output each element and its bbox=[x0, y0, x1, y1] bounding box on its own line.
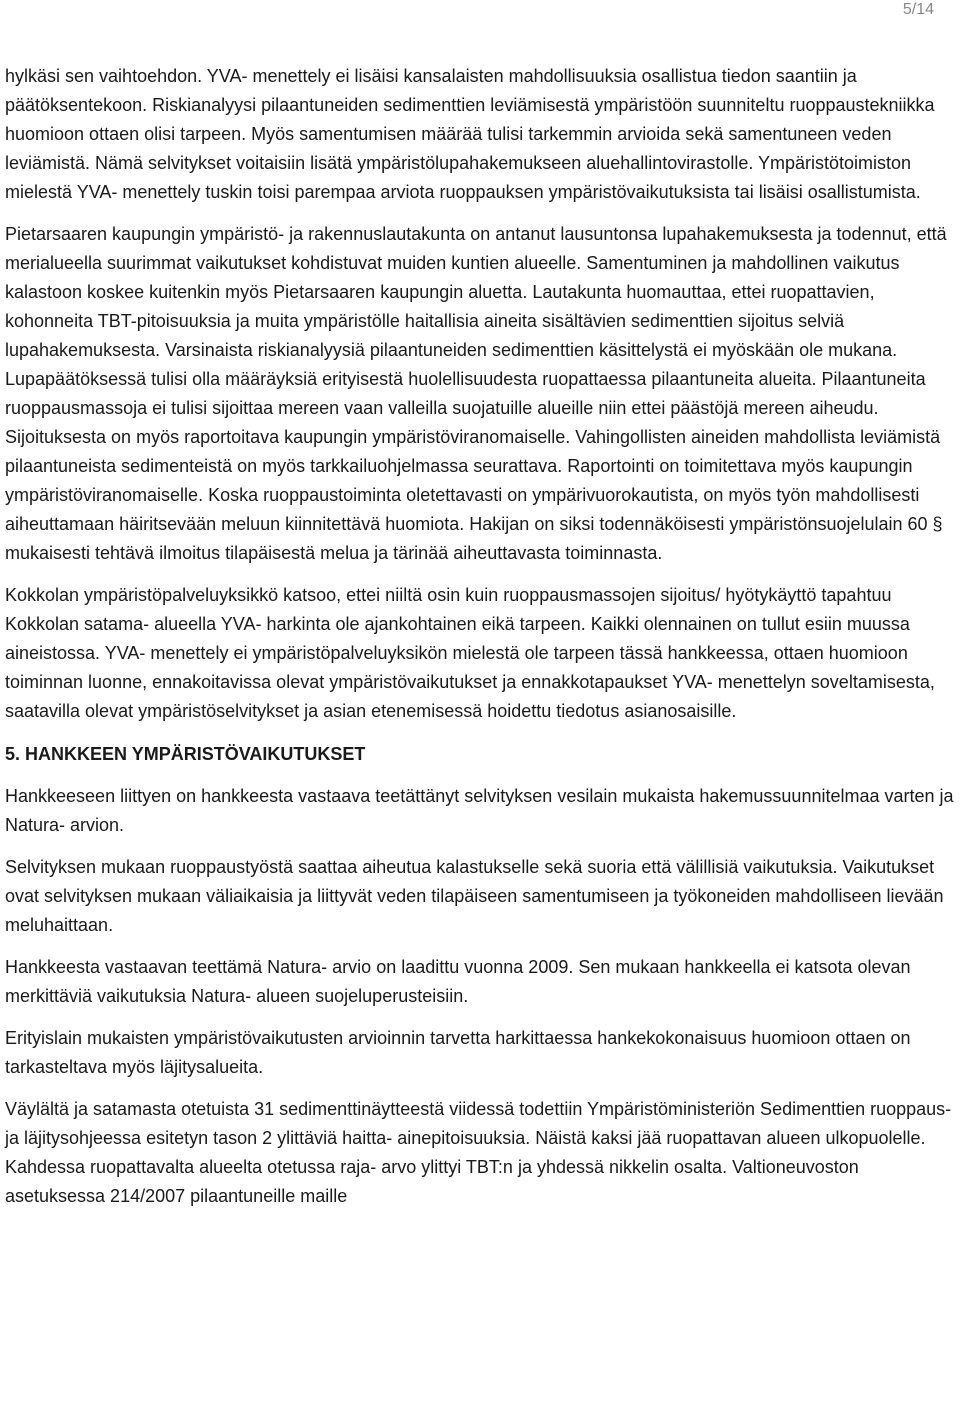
document-body bbox=[5, 62, 955, 1211]
paragraph-project-studies: Hankkeeseen liittyen on hankkeesta vastaava teetättänyt selvityksen vesilain mukaista hakemussuunnitelmaa varten ja Natura- arvion. bbox=[5, 786, 954, 835]
paragraph-natura-assessment: Hankkeesta vastaavan teettämä Natura- arvio on laadittu vuonna 2009. Sen mukaan hankkeella ei katsota olevan merkittäviä vaikutuksia Natura- alueen suojeluperusteisiin. bbox=[5, 957, 911, 1006]
paragraph-dumping-areas: Erityislain mukaisten ympäristövaikutusten arvioinnin tarvetta harkittaessa hankekokonaisuus huomioon ottaen on tarkasteltava myös läjitysalueita. bbox=[5, 1028, 911, 1077]
paragraph-yva-assessment: hylkäsi sen vaihtoehdon. YVA- menettely ei lisäisi kansalaisten mahdollisuuksia osallistua tiedon saantiin ja päätöksentekoon. Riskianalyysi pilaantuneiden sedimenttien leviämisestä ympäristöön suunniteltu ruoppaustekniikka huomioon ottaen olisi tarpeen. Myös samentumisen määrää tulisi tarkemmin arvioida sekä samentuneen veden leviämistä. Nämä selvitykset voitaisiin lisätä ympäristölupahakemukseen aluehallintovirastolle. Ympäristötoimiston mielestä YVA- menettely tuskin toisi parempaa arviota ruoppauksen ympäristövaikutuksista tai lisäisi osallistumista. bbox=[5, 66, 935, 202]
section-heading: 5. HANKKEEN YMPÄRISTÖVAIKUTUKSET bbox=[5, 744, 366, 764]
paragraph-fishery-impacts: Selvityksen mukaan ruoppaustyöstä saattaa aiheutua kalastukselle sekä suoria että välillisiä vaikutuksia. Vaikutukset ovat selvityksen mukaan väliaikaisia ja liittyvät veden tilapäiseen samentumiseen ja työkoneiden mahdolliseen lievään meluhaittaan. bbox=[5, 857, 944, 935]
paragraph-kokkola-statement: Kokkolan ympäristöpalveluyksikkö katsoo, ettei niiltä osin kuin ruoppausmassojen sijoitus/ hyötykäyttö tapahtuu Kokkolan satama- alueella YVA- harkinta ole ajankohtainen eikä tarpeen. Kaikki olennainen on tullut esiin muussa aineistossa. YVA- menettely ei ympäristöpalveluyksikön mielestä ole tarpeen tässä hankkeessa, ottaen huomioon toiminnan luonne, ennakoitavissa olevat ympäristövaikutukset ja ennakkotapaukset YVA- menettelyn soveltamisesta, saatavilla olevat ympäristöselvitykset ja asian etenemisessä hoidettu tiedotus asianosaisille. bbox=[5, 585, 935, 721]
paragraph-pietarsaari-statement: Pietarsaaren kaupungin ympäristö- ja rakennuslautakunta on antanut lausuntonsa lupahakemuksesta ja todennut, että merialueella suurimmat vaikutukset kohdistuvat muiden kuntien alueelle. Samentuminen ja mahdollinen vaikutus kalastoon koskee kuitenkin myös Pietarsaaren kaupungin aluetta. Lautakunta huomauttaa, ettei ruopattavien, kohonneita TBT-pitoisuuksia ja muita ympäristölle haitallisia aineita sisältävien sedimenttien sijoitus selviä lupahakemuksesta. Varsinaista riskianalyysiä pilaantuneiden sedimenttien käsittelystä ei myöskään ole mukana. Lupapäätöksessä tulisi olla määräyksiä erityisestä huolellisuudesta ruopattaessa pilaantuneita alueita. Pilaantuneita ruoppausmassoja ei tulisi sijoittaa mereen vaan valleilla suojatuille alueille niin ettei päästöjä mereen aiheudu. Sijoituksesta on myös raportoitava kaupungin ympäristöviranomaiselle. Vahingollisten aineiden mahdollista leviämistä pilaantuneista sedimenteistä on myös tarkkailuohjelmassa seurattava. Raportointi on toimitettava myös kaupungin ympäristöviranomaiselle. Koska ruoppaustoiminta oletettavasti on ympärivuorokautista, on myös työn mahdollisesti aiheuttamaan häiritsevään meluun kiinnitettävä huomiota. Hakijan on siksi todennäköisesti ympäristönsuojelulain 60 § mukaisesti tehtävä ilmoitus tilapäisestä melua ja tärinää aiheuttavasta toiminnasta. bbox=[5, 224, 947, 563]
paragraph-sediment-samples: Väylältä ja satamasta otetuista 31 sedimenttinäytteestä viidessä todettiin Ympäristöministeriön Sedimenttien ruoppaus- ja läjitysohjeessa esitetyn tason 2 ylittäviä haitta- ainepitoisuuksia. Näistä kaksi jää ruopattavan alueen ulkopuolelle. Kahdessa ruopattavalta alueelta otetussa raja- arvo ylittyi TBT:n ja yhdessä nikkelin osalta. Valtioneuvoston asetuksessa 214/2007 pilaantuneille maille bbox=[5, 1099, 952, 1206]
page-number: 5/14 bbox=[902, 1, 934, 18]
